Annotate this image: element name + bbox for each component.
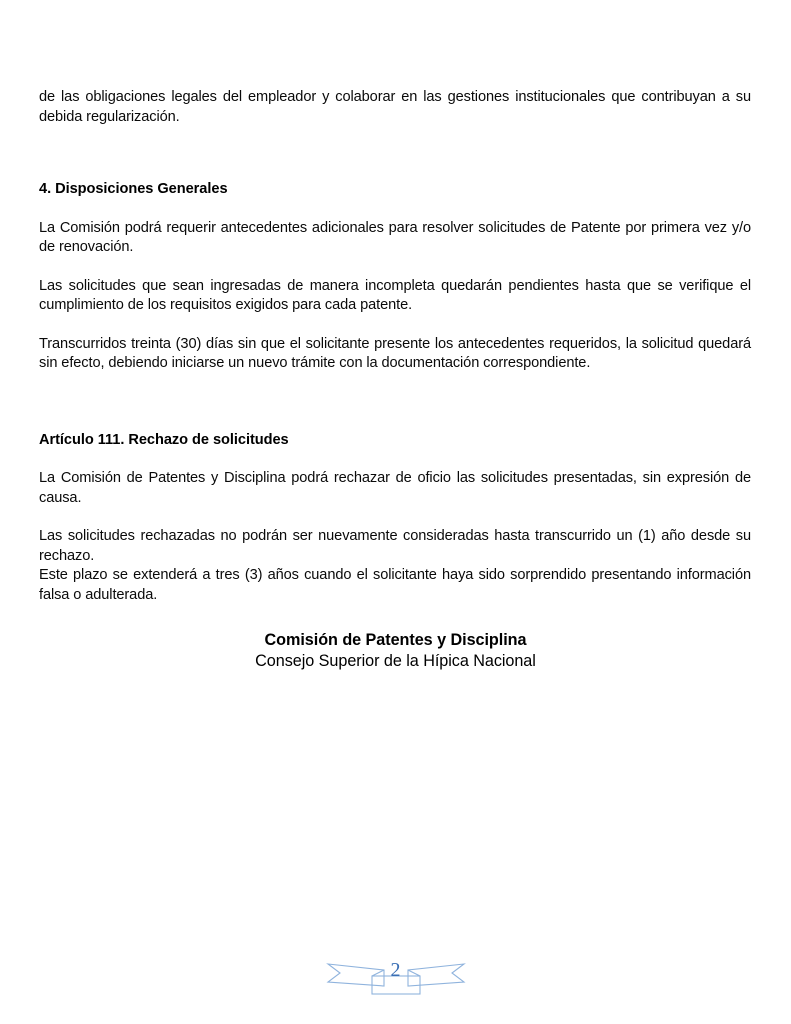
paragraph-continuation: de las obligaciones legales del empleador y colaborar en las gestiones institucionales que contribuyan a su debida regularización. (39, 89, 751, 125)
paragraph-solicitudes-incompletas: Las solicitudes que sean ingresadas de manera incompleta quedarán pendientes hasta que se verifique el cumplimiento de los requisitos exigidos para cada patente. (39, 277, 751, 313)
signature-organization: Comisión de Patentes y Disciplina (264, 631, 527, 649)
section-heading-disposiciones-generales: 4. Disposiciones Generales (39, 181, 228, 197)
spacer (39, 374, 751, 431)
page-number: 2 (390, 959, 401, 981)
signature-parent-organization: Consejo Superior de la Hípica Nacional (255, 652, 536, 670)
paragraph-treinta-dias: Transcurridos treinta (30) días sin que el solicitante presente los antecedentes requeridos, la solicitud quedará sin efecto, debiendo iniciarse un nuevo trámite con la documentación correspondiente. (39, 335, 751, 371)
article-heading-rechazo-de-solicitudes: Artículo 111. Rechazo de solicitudes (39, 431, 289, 448)
spacer (39, 316, 751, 335)
paragraph-antecedentes-adicionales: La Comisión podrá requerir antecedentes adicionales para resolver solicitudes de Patente por primera vez y/o de renovación. (39, 219, 751, 255)
signature-block (0, 630, 791, 672)
paragraph-plazo-un-ano: Las solicitudes rechazadas no podrán ser nuevamente consideradas hasta transcurrido un (1) año desde su rechazo. (39, 528, 751, 564)
document-body (39, 88, 751, 605)
paragraph-rechazo-de-oficio: La Comisión de Patentes y Disciplina podrá rechazar de oficio las solicitudes presentadas, sin expresión de causa. (39, 470, 751, 506)
spacer (39, 508, 751, 527)
page-number-banner (316, 952, 476, 1000)
paragraph-plazo-tres-anos: Este plazo se extenderá a tres (3) años cuando el solicitante haya sido sorprendido presentando información falsa o adulterada. (39, 567, 751, 603)
spacer (39, 200, 751, 219)
spacer (39, 258, 751, 277)
spacer (39, 127, 751, 180)
spacer (39, 450, 751, 469)
